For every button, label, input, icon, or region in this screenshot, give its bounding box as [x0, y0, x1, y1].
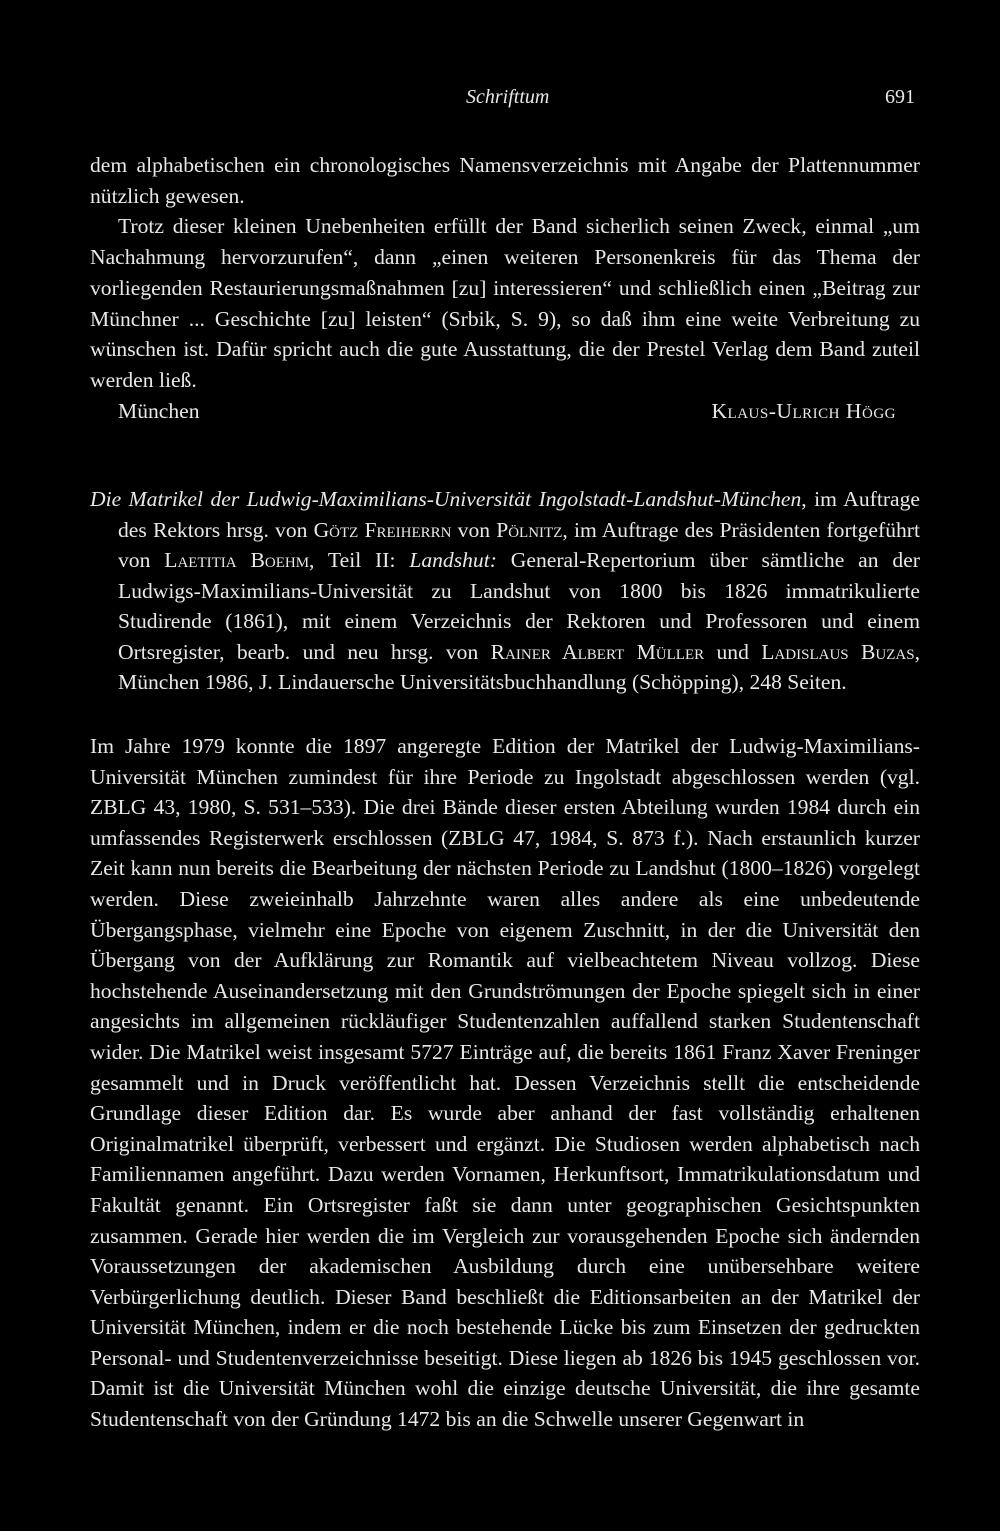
editor-name: Ladislaus Buzas	[761, 639, 915, 664]
citation-text: von	[451, 517, 497, 542]
paragraph: dem alphabetischen ein chronologisches Namensverzeichnis mit Angabe der Plattennummer nützlich gewesen.	[90, 153, 920, 208]
editor-name: Laetitia Boehm	[164, 548, 310, 572]
citation	[90, 484, 920, 698]
citation-text: und	[704, 639, 762, 664]
editor-name: Götz Freiherrn	[313, 517, 452, 542]
citation-text: , im Auftrage des Präsidenten fortgeführt von	[118, 517, 920, 572]
citation-text: , Teil II:	[309, 548, 410, 572]
paragraph: Trotz dieser kleinen Unebenheiten erfüllt der Band sicherlich seinen Zweck, einmal „um Nachahmung hervorzurufen“, dann „einen weiteren Personenkreis für das Thema der vorliegenden Restaurierungsmaßnahmen [zu] interessieren“ und schließlich einen „Beitrag zur Münchner ... Geschichte [zu] leisten“ (Srbik, S. 9), so daß ihm eine weite Verbreitung zu wünschen ist. Dafür spricht auch die gute Ausstattung, die der Prestel Verlag dem Band zuteil werden ließ.	[90, 214, 920, 392]
running-head: Schrifttum	[466, 86, 550, 108]
signature-place: München	[118, 399, 200, 423]
signature-author: Klaus-Ulrich Högg	[711, 399, 896, 423]
editor-name: Rainer Albert Müller	[490, 639, 705, 664]
citation-text: , München 1986, J. Lindauersche Universitätsbuchhandlung (Schöpping), 248 Seiten.	[118, 639, 920, 694]
bibliographic-entry	[90, 484, 920, 698]
citation-text: , im Auftrage des Rektors hrsg. von	[118, 487, 920, 542]
review-body	[90, 731, 920, 1435]
page-number: 691	[885, 86, 915, 108]
review-continuation	[90, 150, 920, 396]
book-title: Die Matrikel der Ludwig-Maximilians-Universität Ingolstadt-Landshut-München	[90, 487, 802, 511]
page-header	[0, 86, 1000, 116]
editor-name: Pölnitz	[496, 517, 563, 542]
citation-text: General-Repertorium über sämtliche an der Ludwigs-Maximilians-Universität zu Landshut von 1800 bis 1826 immatrikulierte Studirende (1861), mit einem Verzeichnis der Rektoren und Professoren und einem Ortsregister, bearb. und neu hrsg. von	[118, 548, 920, 664]
part-title: Landshut:	[409, 548, 497, 572]
paragraph: Im Jahre 1979 konnte die 1897 angeregte Edition der Matrikel der Ludwig-Maximilians-Universität München zumindest für ihre Periode zu Ingolstadt abgeschlossen werden (vgl. ZBLG 43, 1980, S. 531–533). Die drei Bände dieser ersten Abteilung wurden 1984 durch ein umfassendes Registerwerk erschlossen (ZBLG 47, 1984, S. 873 f.). Nach erstaunlich kurzer Zeit kann nun bereits die Bearbeitung der nächsten Periode zu Landshut (1800–1826) vorgelegt werden. Diese zweieinhalb Jahrzehnte waren alles andere als eine unbedeutende Übergangsphase, vielmehr eine Epoche von eigenem Zuschnitt, in der die Universität den Übergang von der Aufklärung zur Romantik auf vielbeachtetem Niveau vollzog. Diese hochstehende Auseinandersetzung mit den Grundströmungen der Epoche spiegelt sich in einer angesichts im allgemeinen rückläufiger Studentenzahlen auffallend starken Studentenschaft wider. Die Matrikel weist insgesamt 5727 Einträge auf, die bereits 1861 Franz Xaver Freninger gesammelt und in Druck veröffentlicht hat. Dessen Verzeichnis stellt die entscheidende Grundlage dieser Edition dar. Es wurde aber anhand der fast vollständig erhaltenen Originalmatrikel überprüft, verbessert und ergänzt. Die Studiosen werden alphabetisch nach Familiennamen angeführt. Dazu werden Vornamen, Herkunftsort, Immatrikulationsdatum und Fakultät genannt. Ein Ortsregister faßt sie dann unter geographischen Gesichtspunkten zusammen. Gerade hier werden die im Vergleich zur vorausgehenden Epoche sich ändernden Voraussetzungen der akademischen Ausbildung durch eine unübersehbare weitere Verbürgerlichung deutlich. Dieser Band beschließt die Editionsarbeiten an der Matrikel der Universität München, indem er die noch bestehende Lücke bis zum Einsetzen der gedruckten Personal- und Studentenverzeichnisse beseitigt. Diese liegen ab 1826 bis 1945 geschlossen vor. Damit ist die Universität München wohl die einzige deutsche Universität, die ihre gesamte Studentenschaft von der Gründung 1472 bis an die Schwelle unserer Gegenwart in	[90, 734, 920, 1432]
